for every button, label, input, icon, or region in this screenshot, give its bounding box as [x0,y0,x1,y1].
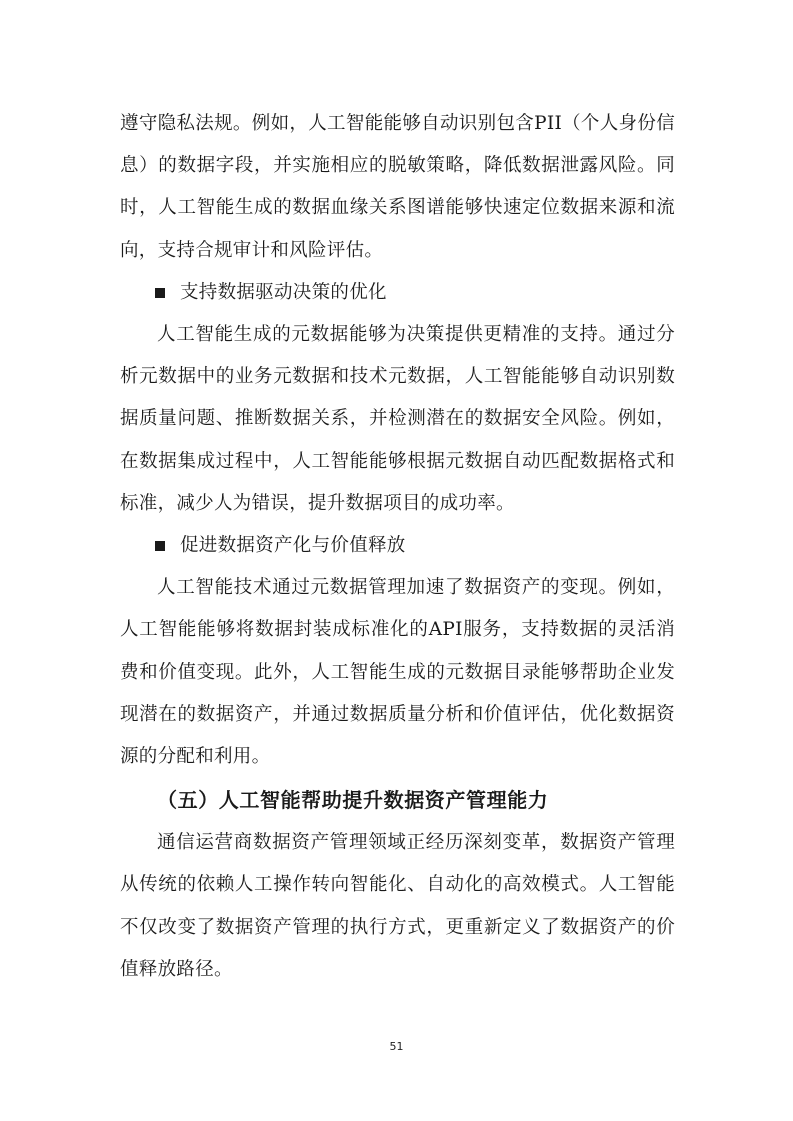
bullet-item-data-assetization [120,525,675,567]
section-heading: （五）人工智能帮助提升数据资产管理能力 [157,788,549,813]
paragraph-privacy-compliance: 遵守隐私法规。例如，人工智能能够自动识别包含PII（个人身份信息）的数据字段，并实施相应的脱敏策略，降低数据泄露风险。同时，人工智能生成的数据血缘关系图谱能够快速定位数据来源和流向，支持合规审计和风险评估。 [120,113,675,261]
square-bullet-icon [155,541,165,551]
bullet-item-decision-optimization [120,272,675,314]
paragraph-decision-support: 人工智能生成的元数据能够为决策提供更精准的支持。通过分析元数据中的业务元数据和技术元数据，人工智能能够自动识别数据质量问题、推断数据关系，并检测潜在的数据安全风险。例如，在数据集成过程中，人工智能能够根据元数据自动匹配数据格式和标准，减少人为错误，提升数据项目的成功率。 [120,324,675,514]
bullet-label: 支持数据驱动决策的优化 [180,281,387,303]
page-number: 51 [389,1040,404,1053]
page-content [120,103,675,991]
paragraph-asset-monetization: 人工智能技术通过元数据管理加速了数据资产的变现。例如，人工智能能够将数据封装成标准化的API服务，支持数据的灵活消费和价值变现。此外，人工智能生成的元数据目录能够帮助企业发现潜在的数据资产，并通过数据质量分析和价值评估，优化数据资源的分配和利用。 [120,577,675,768]
paragraph-asset-management: 通信运营商数据资产管理领域正经历深刻变革，数据资产管理从传统的依赖人工操作转向智能化、自动化的高效模式。人工智能不仅改变了数据资产管理的执行方式，更重新定义了数据资产的价值释放路径。 [120,832,675,980]
square-bullet-icon [155,288,165,298]
bullet-label: 促进数据资产化与价值释放 [180,535,406,557]
